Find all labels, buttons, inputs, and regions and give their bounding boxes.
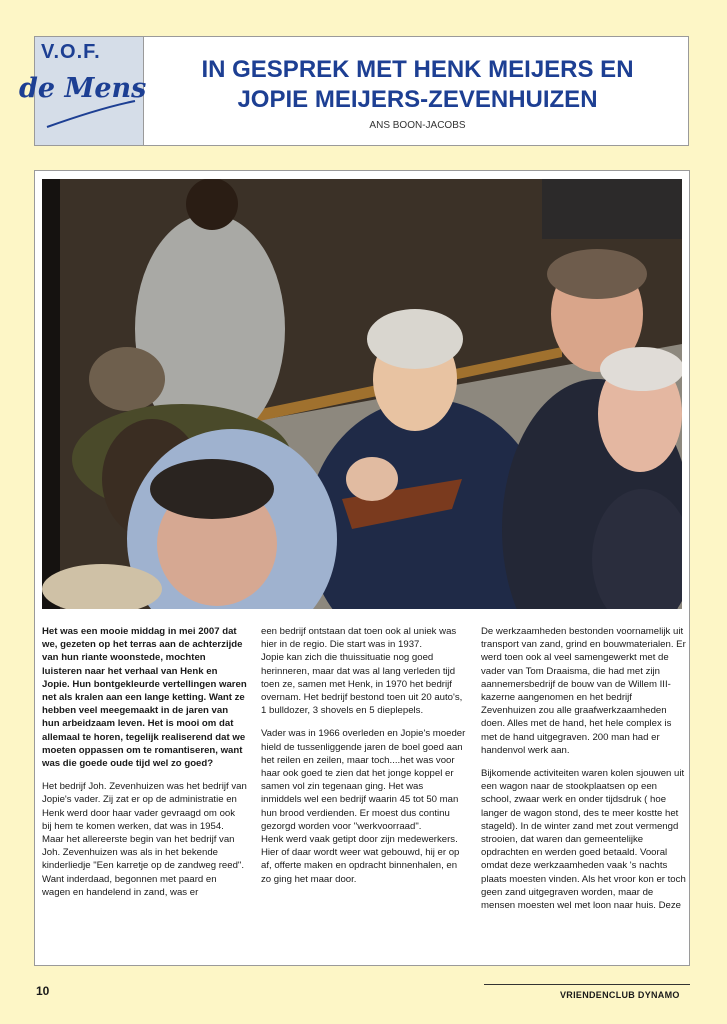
body-paragraph: Want inderdaad, begonnen met paard en wagen en handelend in zand, was er bbox=[42, 873, 217, 898]
article-column-3 bbox=[481, 625, 686, 922]
logo-de-mens-text: de Mens bbox=[19, 73, 147, 104]
body-paragraph: De werkzaamheden bestonden voornamelijk uit transport van zand, grind en bouwmaterialen. Er werd toen ook al veel samengewerkt met de vader van Tom Draaisma, die had met zijn aannemersbedrijf de bouw van de Willem III-kazerne aangenomen en het bedrijf Zevenhuizen zou alle graafwerkzaamheden doen. Alles met de hand, het hele complex is met de hand uitgegraven. 200 man had er handenvol werk aan. bbox=[481, 626, 686, 756]
vof-de-mens-logo bbox=[19, 37, 147, 145]
page-number: 10 bbox=[36, 984, 50, 998]
article-photo bbox=[42, 179, 682, 609]
body-paragraph: Het bedrijf Joh. Zevenhuizen was het bedrijf van Jopie's vader. Zij zat er op de administratie en Henk werd door haar vader gevraagd om ook bij hem te komen werken, dat was in 1954. Maar het allereerste begin van het bedrijf van Joh. Zevenhuizen was als in het bekende kinderliedje "Een karretje op de zandweg reed". bbox=[42, 781, 247, 872]
footer-divider bbox=[484, 984, 690, 985]
body-paragraph: Jopie kan zich die thuissituatie nog goed herinneren, maar dat was al lang verleden tijd toen ze, samen met Henk, in 1970 het bedrijf overnam. Het bedrijf bestond toen uit 20 auto's, 1 bulldozer, 3 shovels en 5 dieplepels. bbox=[261, 652, 463, 717]
article-header bbox=[19, 36, 689, 146]
article-column-1 bbox=[42, 625, 247, 909]
body-paragraph: Henk werd vaak getipt door zijn medewerkers. Hier of daar wordt weer wat gebouwd, hij er op af, offerte maken en opdracht binnenhalen, en zo ging het maar door. bbox=[261, 834, 460, 885]
author-byline: ANS BOON-JACOBS bbox=[369, 120, 466, 131]
article-title bbox=[145, 55, 690, 115]
title-line-2: JOPIE MEIJERS-ZEVENHUIZEN bbox=[237, 86, 598, 113]
photo-spectators-in-stands bbox=[42, 179, 682, 609]
article-column-2 bbox=[261, 625, 466, 896]
body-paragraph: Bijkomende activiteiten waren kolen sjouwen uit een wagon naar de stookplaatsen op een school, zwaar werk en onder tijdsdruk ( hoe langer de wagon stond, des te meer kostte het stageld). In de winter zand met zout vermengd strooien, dat waren dan gemeentelijke opdrachten en werden goed betaald. Vooral omdat deze werkzaamheden vaak 's nachts plaats moesten vinden. Als het vroor kon er toch geen zand uitgegraven worden, maar de mensen moesten wel met loon naar huis. Deze bbox=[481, 768, 686, 912]
publication-name: VRIENDENCLUB DYNAMO bbox=[560, 990, 680, 1000]
swoosh-icon bbox=[45, 99, 137, 129]
body-paragraph: een bedrijf ontstaan dat toen ook al uniek was hier in de regio. Die start was in 1937. bbox=[261, 626, 457, 651]
intro-paragraph: Het was een mooie middag in mei 2007 dat we, gezeten op het terras aan de achterzijde van hun riante woonstede, mochten luisteren naar het verhaal van Henk en Jopie. Hun bontgekleurde vertellingen waren net als kralen aan een lange ketting. Want ze hebben veel meegemaakt in de jaren van hun arbeidzaam leven. Het is mooi om dat allemaal te horen, tegelijk realiserend dat we moeten oppassen om te romantiseren, want was die goede oude tijd wel zo goed? bbox=[42, 626, 247, 770]
body-paragraph: Vader was in 1966 overleden en Jopie's moeder hield de tussenliggende jaren de boel goed aan het reilen en zeilen, maar toch....het was voor haar ook goed te zien dat het jonge koppel er samen vol zin tegenaan ging. Het was inmiddels wel een bedrijf waarin 45 tot 50 man hun brood verdienden. Er moest dus continu gezorgd worden voor "werkvoorraad". bbox=[261, 728, 466, 832]
logo-vof-text: V.O.F. bbox=[41, 41, 101, 63]
title-line-1: IN GESPREK MET HENK MEIJERS EN bbox=[201, 56, 634, 83]
